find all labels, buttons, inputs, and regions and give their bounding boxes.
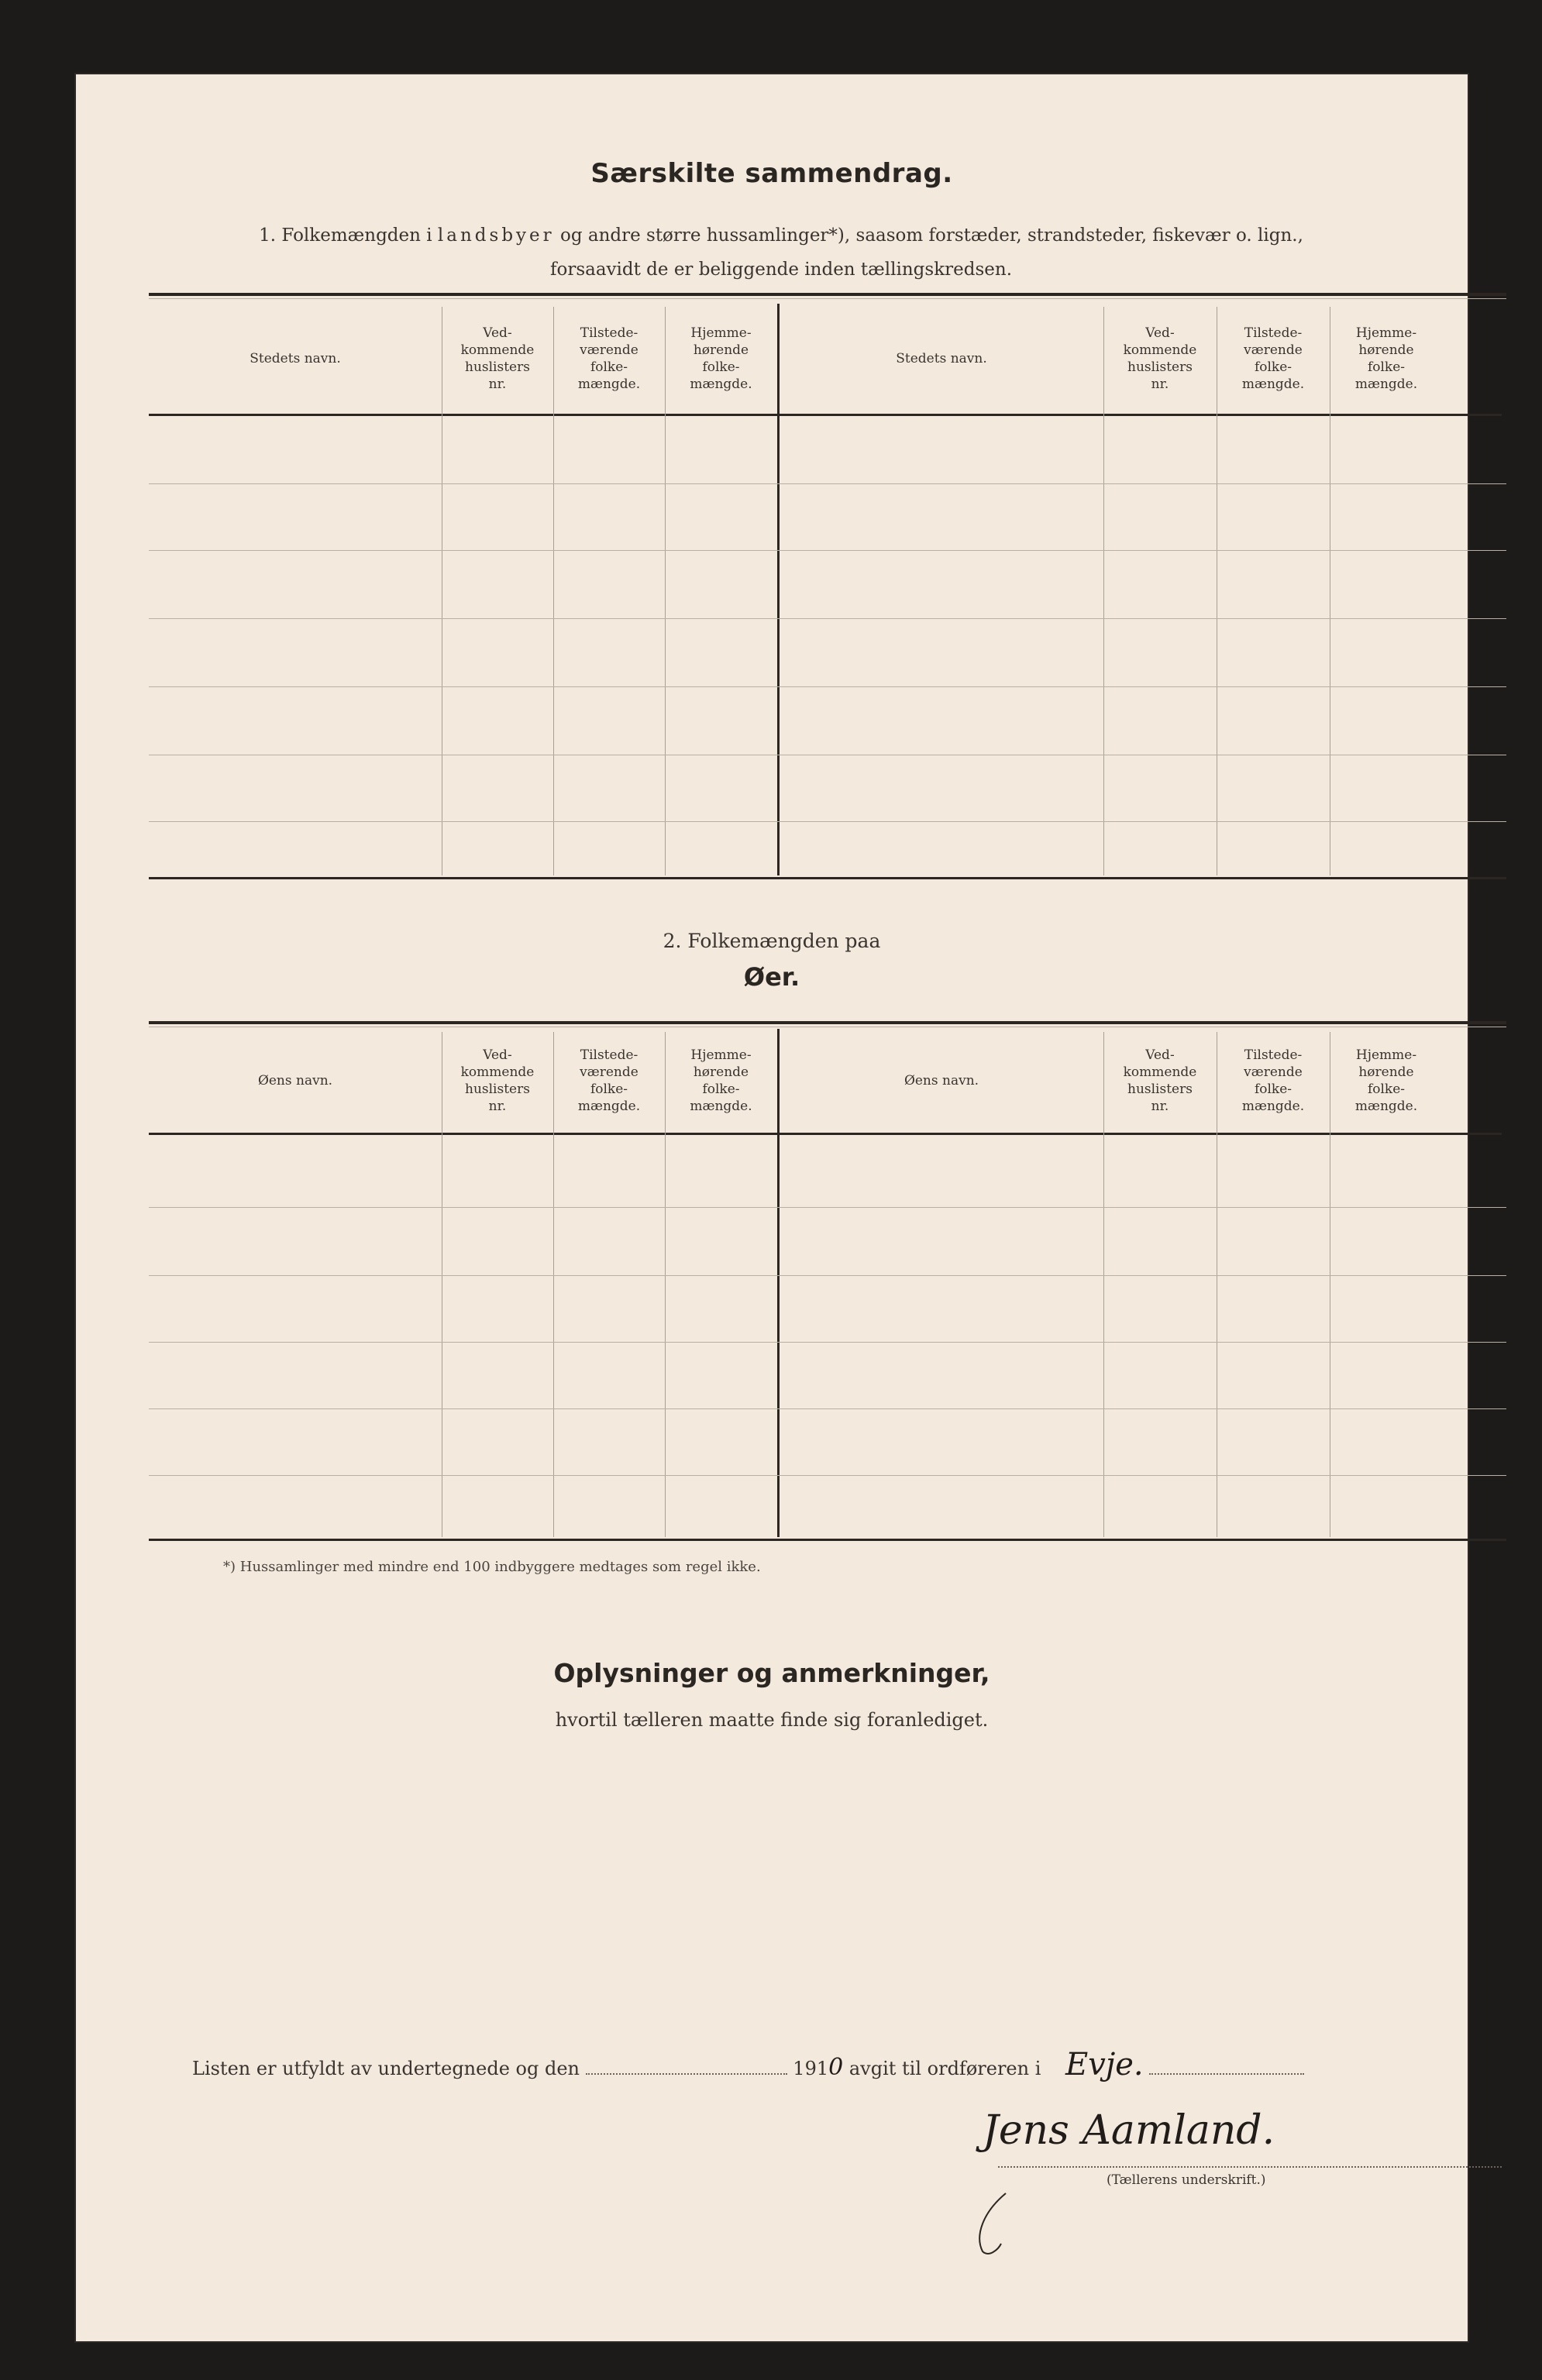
- signature-caption: (Tællerens underskrift.): [1107, 2172, 1266, 2188]
- t1-header-present-left: Tilstede- værende folke- mængde.: [577, 325, 641, 392]
- table1-top-rule: [149, 293, 1506, 296]
- table1-row-line: [149, 550, 1506, 551]
- table2-row-line: [149, 1207, 1506, 1208]
- signature-middle: avgit til ordføreren i: [848, 2058, 1041, 2079]
- table2-row-line: [149, 1475, 1506, 1476]
- section3-subtitle: hvortil tælleren maatte finde sig foranlediget.: [555, 1709, 989, 1731]
- t1-header-list-left: Ved- kommende huslisters nr.: [460, 325, 535, 392]
- table1-top-rule-thin: [149, 298, 1506, 299]
- t2-header-resident-left: Hjemme- hørende folke- mængde.: [690, 1047, 752, 1114]
- place-blank: [1149, 2059, 1304, 2075]
- t1-header-resident-right: Hjemme- hørende folke- mængde.: [1354, 325, 1418, 392]
- census-form-page: [76, 74, 1468, 2341]
- table2-row-line: [149, 1408, 1506, 1409]
- table2-row-line: [149, 1275, 1506, 1276]
- table2-top-rule: [149, 1021, 1506, 1024]
- table1-row-line: [149, 483, 1506, 484]
- t2-header-island-right: Øens navn.: [904, 1073, 979, 1089]
- intro-text-a: Folkemængden i: [281, 225, 432, 246]
- year-printed: 191: [793, 2058, 829, 2079]
- t2-header-resident-right: Hjemme- hørende folke- mængde.: [1354, 1047, 1418, 1114]
- section2-line: 2. Folkemængden paa: [663, 930, 881, 952]
- t1-header-resident-left: Hjemme- hørende folke- mængde.: [690, 325, 752, 392]
- table2-header-rule: [149, 1133, 1502, 1135]
- signature-prefix: Listen er utfyldt av undertegnede og den: [192, 2058, 580, 2079]
- table1-row-line: [149, 821, 1506, 822]
- t2-header-list-right: Ved- kommende huslisters nr.: [1123, 1047, 1197, 1114]
- intro-spaced-word: landsbyer: [437, 225, 555, 246]
- table1-header-rule: [149, 414, 1502, 416]
- place-handwritten: Evje.: [1065, 2047, 1144, 2082]
- table1-bottom-rule: [149, 877, 1506, 879]
- date-blank: [586, 2059, 787, 2075]
- pen-stroke-mark: [967, 2189, 1029, 2259]
- t1-header-place-right: Stedets navn.: [896, 351, 987, 366]
- t2-header-present-left: Tilstede- værende folke- mængde.: [577, 1047, 641, 1114]
- table1-row-line: [149, 686, 1506, 687]
- t2-header-list-left: Ved- kommende huslisters nr.: [460, 1047, 535, 1114]
- section1-title: Særskilte sammendrag.: [590, 158, 953, 189]
- intro-line2: forsaavidt de er beliggende inden tællingskredsen.: [549, 260, 1013, 280]
- table2-row-line: [149, 1342, 1506, 1343]
- t1-header-present-right: Tilstede- værende folke- mængde.: [1241, 325, 1305, 392]
- signature-dotted-line: [998, 2166, 1502, 2168]
- t1-header-list-right: Ved- kommende huslisters nr.: [1123, 325, 1197, 392]
- table2-bottom-rule: [149, 1539, 1506, 1541]
- t2-header-present-right: Tilstede- værende folke- mængde.: [1241, 1047, 1305, 1114]
- section2-title: Øer.: [743, 962, 800, 992]
- signature-line: [192, 2047, 1304, 2082]
- section1-intro: [208, 218, 1354, 287]
- section3-title: Oplysninger og anmerkninger,: [553, 1658, 990, 1688]
- intro-number: 1.: [259, 225, 277, 246]
- table1-row-line: [149, 618, 1506, 619]
- intro-text-b: og andre større hussamlinger*), saasom forstæder, strandsteder, fiskevær o. lign.,: [559, 225, 1303, 246]
- t1-header-place-left: Stedets navn.: [250, 351, 341, 366]
- t2-header-island-left: Øens navn.: [257, 1073, 333, 1089]
- enumerator-signature: Jens Aamland.: [983, 2107, 1275, 2154]
- year-handwritten: 0: [828, 2054, 844, 2081]
- footnote: *) Hussamlinger med mindre end 100 indbyggere medtages som regel ikke.: [223, 1559, 761, 1575]
